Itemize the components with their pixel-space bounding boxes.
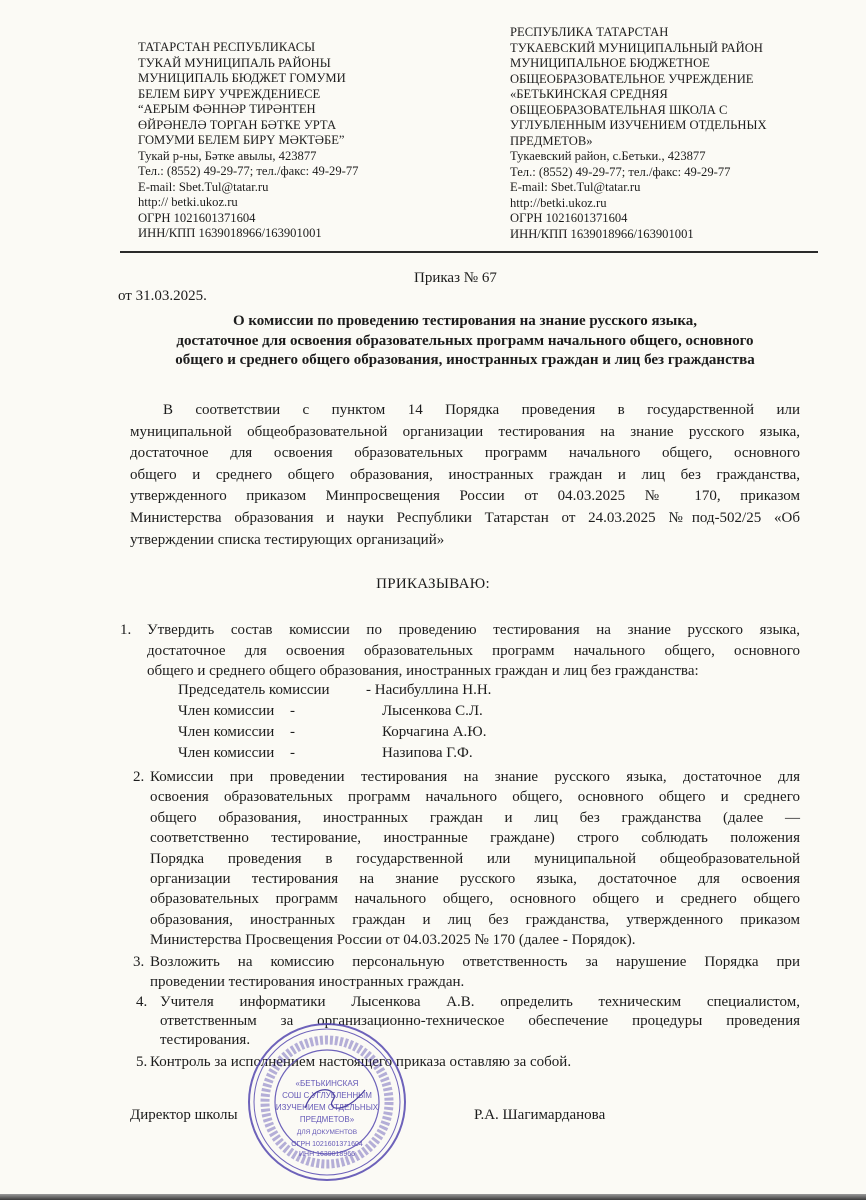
text-line: Комиссии при проведении тестирования на знание русского языка, достаточное для — [150, 769, 800, 785]
text-line: организации тестирования на знание русского языка, достаточное для освоения — [150, 871, 800, 888]
header-right-column — [510, 25, 767, 242]
list-item-number: 5. — [136, 1054, 148, 1070]
header-divider — [120, 251, 818, 253]
text-line: образования, иностранных граждан и лиц без гражданства, утвержденного приказом — [150, 911, 800, 928]
text-line: муниципальной общеобразовательной организации тестирования на знание русского языка, — [130, 423, 800, 440]
commission-name: Назипова Г.Ф. — [382, 745, 473, 761]
text-line: ОБЩЕОБРАЗОВАТЕЛЬНОЕ УЧРЕЖДЕНИЕ — [510, 71, 754, 86]
text-line: ИНН/КПП 1639018966/163901001 — [138, 226, 322, 240]
text-line: Тукай р-ны, Бәтке авылы, 423877 — [138, 148, 317, 163]
text-line: достаточное для освоения образовательных программ начального общего, основного — [147, 642, 800, 659]
text-line: МУНИЦИПАЛЬ БЮДЖЕТ ГОМУМИ — [138, 71, 346, 85]
text-line: Контроль за исполнением настоящего приказа оставляю за собой. — [150, 1054, 572, 1070]
document-title — [110, 312, 820, 371]
stamp-text-line: ПРЕДМЕТОВ» — [299, 1115, 355, 1124]
commission-role: Член комиссии — [178, 724, 275, 740]
signature-position: Директор школы — [130, 1107, 238, 1123]
text-line: ОБЩЕОБРАЗОВАТЕЛЬНАЯ ШКОЛА С — [510, 102, 728, 117]
list-item-3 — [150, 952, 800, 992]
list-item-number: 1. — [120, 622, 132, 638]
text-line: БЕЛЕМ БИРҮ УЧРЕЖДЕНИЕСЕ — [138, 86, 321, 101]
text-line: ГОМУМИ БЕЛЕМ БИРҮ МӘКТӘБЕ” — [138, 133, 345, 147]
stamp-inn: ИНН 1639018966 — [298, 1151, 356, 1158]
text-line: E-mail: Sbet.Tul@tatar.ru — [138, 179, 269, 194]
preamble-paragraph — [130, 400, 800, 551]
decree-heading: ПРИКАЗЫВАЮ: — [376, 576, 490, 592]
text-line: Тел.: (8552) 49-29-77; тел./факс: 49-29-77 — [138, 164, 359, 178]
text-line: Министерства образования и науки Республики Татарстан от 24.03.2025 №под-502/25 «Об — [130, 509, 800, 526]
stamp-text-line: СОШ С УГЛУБЛЕННЫМ — [282, 1091, 372, 1100]
text-line: ОГРН 1021601371604 — [510, 211, 628, 225]
text-line: “АЕРЫМ ФӘННӘР ТИРӘНТЕН — [138, 102, 316, 116]
text-line: Тел.: (8552) 49-29-77; тел./факс: 49-29-77 — [510, 164, 731, 179]
text-line: Учителя информатики Лысенкова А.В. определить техническим специалистом, — [160, 994, 800, 1010]
text-line: РЕСПУБЛИКА ТАТАРСТАН — [510, 25, 669, 39]
text-line: ТУКАЙ МУНИЦИПАЛЬ РАЙОНЫ — [138, 55, 331, 70]
list-item-2 — [150, 767, 800, 951]
text-line: ОГРН 1021601371604 — [138, 210, 256, 225]
text-line: общего образования, иностранных граждан и лиц без гражданства (далее — — [150, 809, 800, 826]
text-line: утвержденного приказом Минпросвещения России от 04.03.2025 № 170, приказом — [130, 488, 800, 505]
scan-edge — [0, 1194, 866, 1200]
commission-role: Член комиссии — [178, 703, 275, 719]
text-line: соответственно тестирование, иностранные граждане) строго соблюдать положения — [150, 830, 800, 847]
text-line: утверждении списка тестирующих организаций» — [130, 531, 445, 548]
commission-name: Корчагина А.Ю. — [382, 724, 487, 740]
text-line: E-mail: Sbet.Tul@tatar.ru — [510, 180, 641, 194]
text-line: достаточное для освоения образовательных программ начального общего, основного — [130, 445, 800, 462]
stamp-text-line: «БЕТЬКИНСКАЯ — [295, 1079, 359, 1088]
commission-dash: - — [290, 745, 295, 761]
text-line: Тукаевский район, с.Бетьки., 423877 — [510, 149, 706, 163]
text-line: ТУКАЕВСКИЙ МУНИЦИПАЛЬНЫЙ РАЙОН — [510, 40, 763, 55]
text-line: освоения образовательных программ начального общего, основного общего и среднего — [150, 789, 800, 806]
text-line: Министерства Просвещения России от 04.03.2025 № 170 (далее - Порядок). — [150, 932, 636, 949]
text-line: О комиссии по проведению тестирования на знание русского языка, — [232, 313, 698, 329]
stamp-text-line: ИЗУЧЕНИЕМ ОТДЕЛЬНЫХ — [275, 1103, 379, 1112]
commission-dash: - — [290, 724, 295, 740]
text-line: ӨЙРӘНЕЛӘ ТОРГАН БӘТКЕ УРТА — [138, 117, 337, 132]
text-line: ИНН/КПП 1639018966/163901001 — [510, 226, 694, 241]
signature-name: Р.А. Шагимарданова — [474, 1107, 606, 1123]
order-date: от 31.03.2025. — [118, 288, 207, 304]
text-line: ПРЕДМЕТОВ» — [510, 133, 593, 148]
commission-name: Лысенкова С.Л. — [382, 703, 483, 719]
commission-role: Председатель комиссии — [178, 682, 330, 698]
commission-dash: - — [290, 703, 295, 719]
text-line: ответственным за организационно-техническое обеспечение процедуры проведения — [160, 1013, 800, 1029]
text-line: УГЛУБЛЕННЫМ ИЗУЧЕНИЕМ ОТДЕЛЬНЫХ — [510, 118, 767, 132]
text-line: общего и среднего общего образования, иностранных граждан и лиц без гражданства, — [130, 466, 800, 483]
text-line: проведении тестирования иностранных граждан. — [150, 974, 465, 990]
text-line: В соответствии с пунктом 14 Порядка проведения в государственной или — [163, 402, 800, 418]
official-stamp — [245, 1020, 410, 1185]
text-line: Утвердить состав комиссии по проведению тестирования на знание русского языка, — [147, 622, 800, 638]
text-line: http://betki.ukoz.ru — [510, 195, 607, 210]
text-line: общего и среднего общего образования, иностранных граждан и лиц без гражданства: — [147, 663, 699, 680]
text-line: «БЕТЬКИНСКАЯ СРЕДНЯЯ — [510, 87, 668, 101]
header-left-column — [138, 40, 358, 242]
stamp-ogrn: ОГРН 1021601371604 — [291, 1141, 363, 1148]
text-line: образовательных программ начального общего, основного общего и среднего общего — [150, 891, 800, 908]
text-line: Возложить на комиссию персональную ответственность за нарушение Порядка при — [150, 954, 800, 970]
commission-name: - Насибуллина Н.Н. — [366, 682, 492, 698]
list-item-1 — [147, 620, 800, 682]
text-line: достаточное для освоения образовательных программ начального общего, основного — [176, 332, 754, 349]
text-line: общего и среднего общего образования, иностранных граждан и лиц без гражданства — [175, 352, 755, 368]
text-line: Порядка проведения в государственной или муниципальной общеобразовательной — [150, 850, 800, 867]
text-line: тестирования. — [160, 1032, 251, 1048]
order-number: Приказ № 67 — [414, 270, 497, 286]
stamp-text-line: ДЛЯ ДОКУМЕНТОВ — [296, 1129, 358, 1136]
list-item-number: 3. — [133, 954, 145, 970]
text-line: ТАТАРСТАН РЕСПУБЛИКАСЫ — [138, 40, 316, 54]
text-line: МУНИЦИПАЛЬНОЕ БЮДЖЕТНОЕ — [510, 56, 710, 70]
commission-role: Член комиссии — [178, 745, 275, 761]
text-line: http:// betki.ukoz.ru — [138, 195, 238, 209]
list-item-number: 2. — [133, 769, 145, 785]
list-item-number: 4. — [136, 994, 148, 1010]
